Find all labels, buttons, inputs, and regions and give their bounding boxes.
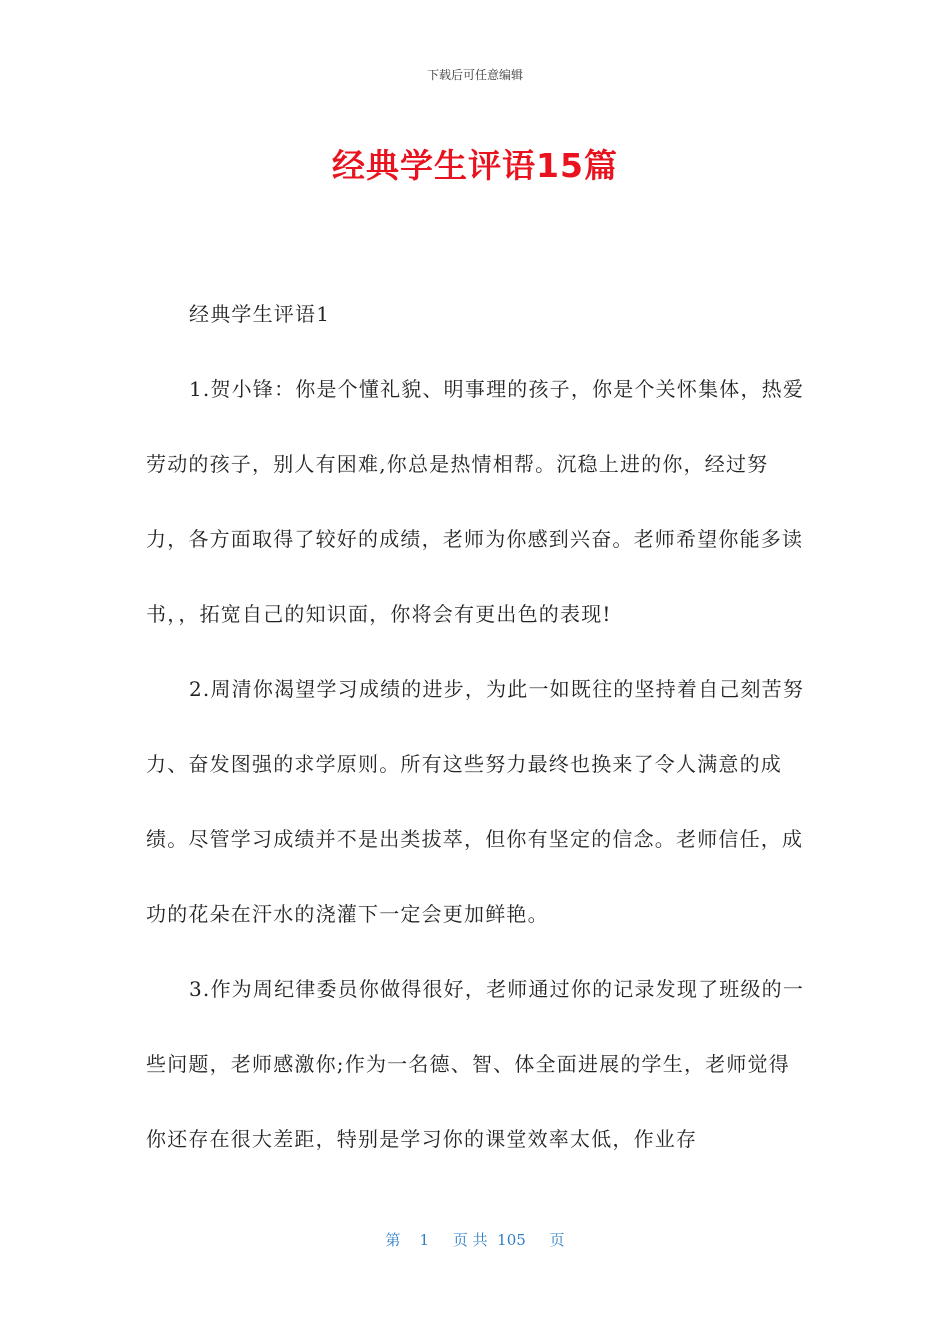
document-title: 经典学生评语15篇 xyxy=(332,146,618,185)
paragraph-1: 1.贺小锋：你是个懂礼貌、明事理的孩子，你是个关怀集体，热爱劳动的孩子，别人有困难,你总是热情相帮。沉稳上进的你，经过努力，各方面取得了较好的成绩，老师为你感到兴奋。老师希望你能多读书，，拓宽自己的知识面，你将会有更出色的表现! xyxy=(146,377,805,626)
document-body xyxy=(146,277,806,1177)
footer-page-end-label: 页 xyxy=(549,1231,565,1249)
section-heading: 经典学生评语1 xyxy=(189,302,331,326)
paragraph-3: 3.作为周纪律委员你做得很好，老师通过你的记录发现了班级的一些问题，老师感激你;作为一名德、智、体全面进展的学生，老师觉得你还存在很大差距，特别是学习你的课堂效率太低，作业存 xyxy=(146,977,805,1151)
footer-total-pages: 105 xyxy=(497,1231,526,1249)
page-footer xyxy=(0,1229,950,1250)
header-note: 下载后可任意编辑 xyxy=(426,68,523,82)
paragraph-2: 2.周清你渴望学习成绩的进步，为此一如既往的坚持着自己刻苦努力、奋发图强的求学原则。所有这些努力最终也换来了令人满意的成绩。尽管学习成绩并不是出类拔萃，但你有坚定的信念。老师信任，成功的花朵在汗水的浇灌下一定会更加鲜艳。 xyxy=(146,677,805,926)
footer-current-page: 1 xyxy=(419,1231,429,1249)
footer-of-label: 页 共 xyxy=(452,1231,488,1249)
footer-page-label: 第 xyxy=(385,1231,401,1249)
